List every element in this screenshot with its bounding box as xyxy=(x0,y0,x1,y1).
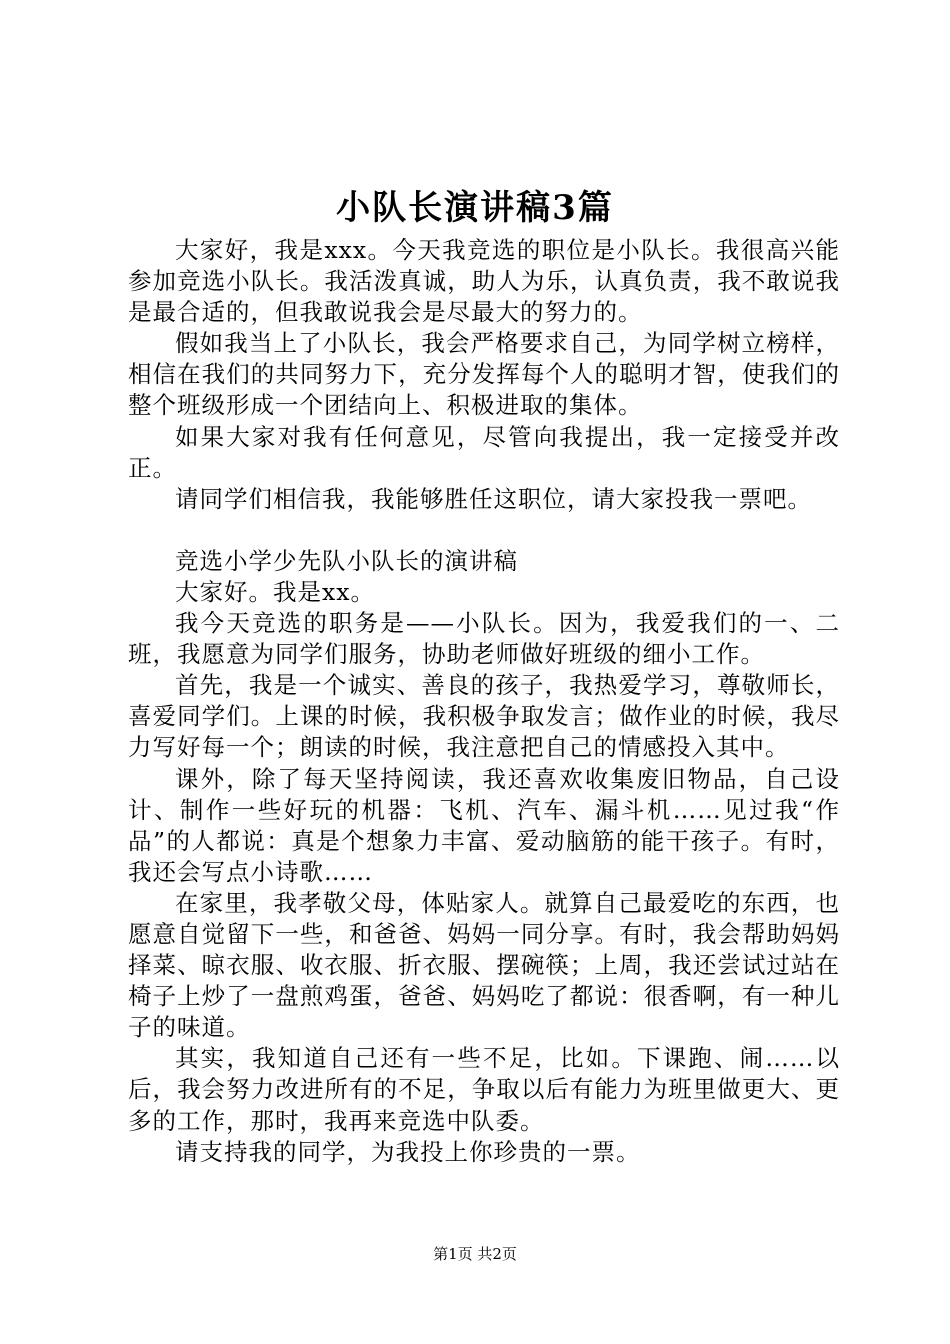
section-heading: 竞选小学少先队小队长的演讲稿 xyxy=(175,546,518,575)
paragraph: 其实，我知道自己还有一些不足，比如。下课跑、闹……以后，我会努力改进所有的不足，争取以后有能力为班里做更大、更多的工作，那时，我再来竞选中队委。 xyxy=(128,1044,840,1135)
paragraph: 在家里，我孝敬父母，体贴家人。就算自己最爱吃的东西，也愿意自觉留下一些，和爸爸、妈妈一同分享。有时，我会帮助妈妈择菜、晾衣服、收衣服、折衣服、摆碗筷；上周，我还尝试过站在椅子上炒了一盘煎鸡蛋，爸爸、妈妈吃了都说：很香啊，有一种儿子的味道。 xyxy=(128,888,840,1042)
paragraph: 请支持我的同学，为我投上你珍贵的一票。 xyxy=(175,1137,641,1166)
document-body xyxy=(128,235,840,1168)
page-footer: 第1页 共2页 xyxy=(433,1245,517,1263)
paragraph: 课外，除了每天坚持阅读，我还喜欢收集废旧物品，自己设计、制作一些好玩的机器：飞机、汽车、漏斗机……见过我“作品”的人都说：真是个想象力丰富、爱动脑筋的能干孩子。有时，我还会写点小诗歌…… xyxy=(128,764,840,886)
document-title: 小队长演讲稿3篇 xyxy=(336,188,614,228)
paragraph: 我今天竞选的职务是——小队长。因为，我爱我们的一、二班，我愿意为同学们服务，协助老师做好班级的细小工作。 xyxy=(128,609,840,669)
blank-line xyxy=(128,515,840,546)
paragraph: 大家好。我是xx。 xyxy=(175,577,376,606)
paragraph: 首先，我是一个诚实、善良的孩子，我热爱学习，尊敬师长，喜爱同学们。上课的时候，我积极争取发言；做作业的时候，我尽力写好每一个；朗读的时候，我注意把自己的情感投入其中。 xyxy=(128,671,840,762)
paragraph: 假如我当上了小队长，我会严格要求自己，为同学树立榜样，相信在我们的共同努力下，充分发挥每个人的聪明才智，使我们的整个班级形成一个团结向上、积极进取的集体。 xyxy=(128,329,840,420)
paragraph: 请同学们相信我，我能够胜任这职位，请大家投我一票吧。 xyxy=(175,484,812,513)
paragraph: 如果大家对我有任何意见，尽管向我提出，我一定接受并改正。 xyxy=(128,422,840,482)
paragraph: 大家好，我是xxx。今天我竞选的职位是小队长。我很高兴能参加竞选小队长。我活泼真诚，助人为乐，认真负责，我不敢说我是最合适的，但我敢说我会是尽最大的努力的。 xyxy=(128,236,840,327)
